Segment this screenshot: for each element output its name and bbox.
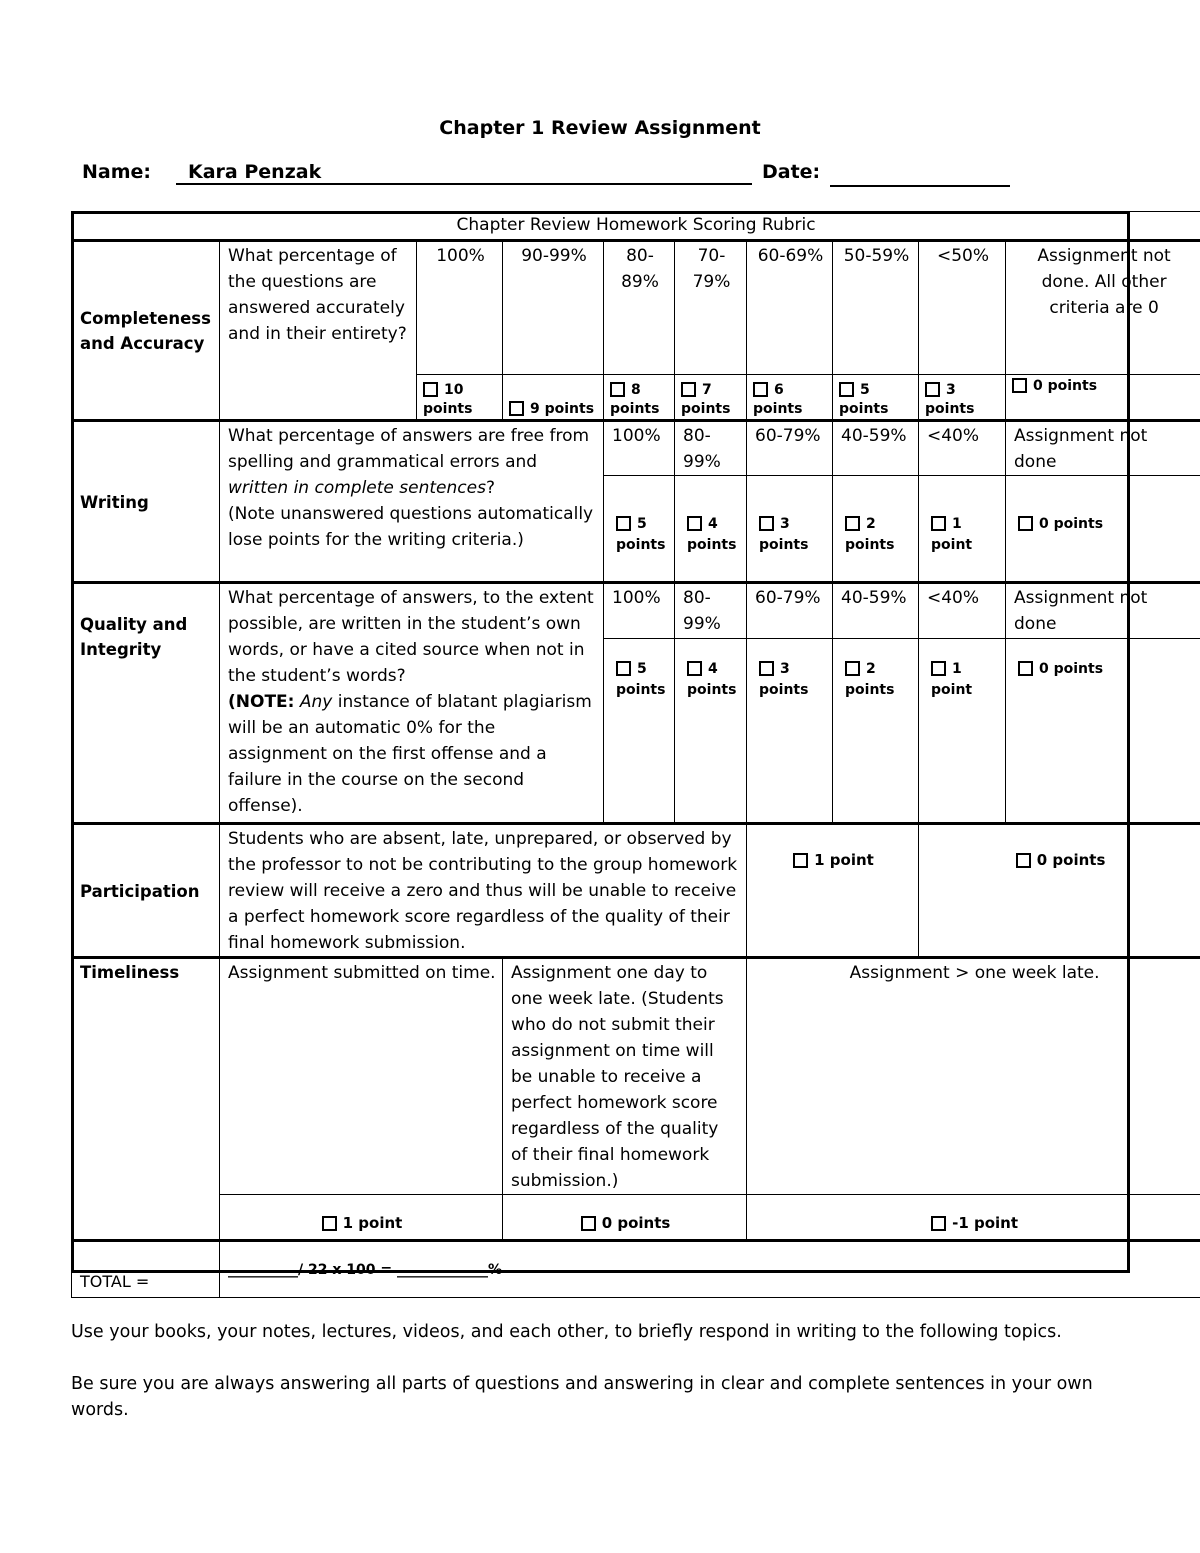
date-field[interactable] bbox=[830, 161, 1010, 187]
timeliness-option-text: Assignment submitted on time. bbox=[220, 958, 503, 1195]
checkbox-icon[interactable] bbox=[845, 661, 860, 676]
range-cell: 100% bbox=[604, 583, 675, 639]
range-cell: 80-99% bbox=[675, 583, 747, 639]
points-option[interactable]: 8 points bbox=[604, 375, 675, 421]
points-option[interactable]: 1 point bbox=[919, 476, 1006, 583]
range-cell: <40% bbox=[919, 421, 1006, 476]
checkbox-icon[interactable] bbox=[322, 1216, 337, 1231]
checkbox-icon[interactable] bbox=[509, 401, 524, 416]
range-cell: 40-59% bbox=[833, 421, 919, 476]
points-option[interactable]: -1 point bbox=[747, 1195, 1200, 1241]
checkbox-icon[interactable] bbox=[687, 516, 702, 531]
points-option[interactable]: 0 points bbox=[1006, 639, 1200, 824]
points-option[interactable]: 0 points bbox=[919, 824, 1200, 958]
name-field[interactable]: Kara Penzak bbox=[176, 161, 752, 185]
range-cell: Assignment not done bbox=[1006, 421, 1200, 476]
checkbox-icon[interactable] bbox=[931, 661, 946, 676]
instruction-text: Be sure you are always answering all parts of questions and answering in clear and complete sentences in your own words. bbox=[71, 1374, 1093, 1420]
points-option[interactable]: 4 points bbox=[675, 476, 747, 583]
name-label: Name: bbox=[82, 161, 152, 183]
points-option[interactable]: 3 points bbox=[747, 639, 833, 824]
checkbox-icon[interactable] bbox=[1016, 853, 1031, 868]
points-option[interactable]: 0 points bbox=[1006, 476, 1200, 583]
range-cell: 70-79% bbox=[675, 241, 747, 375]
checkbox-icon[interactable] bbox=[681, 382, 696, 397]
checkbox-icon[interactable] bbox=[845, 516, 860, 531]
range-cell: 40-59% bbox=[833, 583, 919, 639]
checkbox-icon[interactable] bbox=[610, 382, 625, 397]
checkbox-icon[interactable] bbox=[423, 382, 438, 397]
points-option[interactable]: 3 points bbox=[919, 375, 1006, 421]
range-cell: 100% bbox=[417, 241, 503, 375]
range-cell: 100% bbox=[604, 421, 675, 476]
checkbox-icon[interactable] bbox=[931, 516, 946, 531]
points-option[interactable]: 2 points bbox=[833, 476, 919, 583]
checkbox-icon[interactable] bbox=[793, 853, 808, 868]
participation-category: Participation bbox=[72, 824, 220, 958]
checkbox-icon[interactable] bbox=[1018, 661, 1033, 676]
checkbox-icon[interactable] bbox=[1018, 516, 1033, 531]
checkbox-icon[interactable] bbox=[839, 382, 854, 397]
range-cell: 80-89% bbox=[604, 241, 675, 375]
points-option[interactable]: 2 points bbox=[833, 639, 919, 824]
points-option[interactable]: 6 points bbox=[747, 375, 833, 421]
range-cell: 50-59% bbox=[833, 241, 919, 375]
page-title: Chapter 1 Review Assignment bbox=[439, 117, 761, 139]
writing-question: What percentage of answers are free from spelling and grammatical errors and written in complete sentences? (Note unanswered questions automatically lose points for the writing criteria.) bbox=[220, 421, 604, 583]
checkbox-icon[interactable] bbox=[759, 661, 774, 676]
range-cell: Assignment not done bbox=[1006, 583, 1200, 639]
completeness-category: Completeness and Accuracy bbox=[72, 241, 220, 421]
quality-category: Quality and Integrity bbox=[72, 583, 220, 824]
points-option[interactable]: 3 points bbox=[747, 476, 833, 583]
points-option[interactable]: 5 points bbox=[833, 375, 919, 421]
date-label: Date: bbox=[762, 161, 821, 183]
checkbox-icon[interactable] bbox=[759, 516, 774, 531]
timeliness-category: Timeliness bbox=[72, 958, 220, 1241]
participation-text: Students who are absent, late, unprepared, or observed by the professor to not be contributing to the group homework review will receive a zero and thus will be unable to receive a perfect homework score regardless of the quality of their final homework submission. bbox=[220, 824, 747, 958]
points-option[interactable]: 0 points bbox=[503, 1195, 747, 1241]
range-cell: <40% bbox=[919, 583, 1006, 639]
checkbox-icon[interactable] bbox=[1012, 378, 1027, 393]
checkbox-icon[interactable] bbox=[687, 661, 702, 676]
total-label: TOTAL = bbox=[72, 1241, 220, 1298]
range-cell: 80-99% bbox=[675, 421, 747, 476]
range-cell: 90-99% bbox=[503, 241, 604, 375]
points-option[interactable]: 9 points bbox=[503, 375, 604, 421]
timeliness-option-text: Assignment one day to one week late. (Students who do not submit their assignment on time will be unable to receive a perfect homework score regardless of the quality of their final homework submission.) bbox=[503, 958, 747, 1195]
points-option[interactable]: 5 points bbox=[604, 639, 675, 824]
points-option[interactable]: 10 points bbox=[417, 375, 503, 421]
checkbox-icon[interactable] bbox=[616, 661, 631, 676]
checkbox-icon[interactable] bbox=[925, 382, 940, 397]
range-cell: 60-69% bbox=[747, 241, 833, 375]
points-option[interactable]: 7 points bbox=[675, 375, 747, 421]
range-cell: 60-79% bbox=[747, 583, 833, 639]
points-option[interactable]: 1 point bbox=[220, 1195, 503, 1241]
points-option[interactable]: 1 point bbox=[747, 824, 919, 958]
points-option[interactable]: 1 point bbox=[919, 639, 1006, 824]
points-option[interactable]: 0 points bbox=[1006, 375, 1200, 421]
range-cell: Assignment not done. All other criteria are 0 bbox=[1006, 241, 1200, 375]
checkbox-icon[interactable] bbox=[753, 382, 768, 397]
points-option[interactable]: 4 points bbox=[675, 639, 747, 824]
scoring-rubric-table bbox=[71, 211, 1200, 1298]
total-formula[interactable]: __________/ 22 x 100 = _____________% bbox=[220, 1241, 1200, 1298]
timeliness-option-text: Assignment > one week late. bbox=[747, 958, 1200, 1195]
checkbox-icon[interactable] bbox=[931, 1216, 946, 1231]
instruction-text: Use your books, your notes, lectures, videos, and each other, to briefly respond in writing to the following topics. bbox=[71, 1322, 1062, 1342]
range-cell: 60-79% bbox=[747, 421, 833, 476]
quality-question: What percentage of answers, to the extent possible, are written in the student’s own words, or have a cited source when not in the student’s words? (NOTE: Any instance of blatant plagiarism will be an automatic 0% for the assignment on the first offense and a failure in the course on the second offense). bbox=[220, 583, 604, 824]
range-cell: <50% bbox=[919, 241, 1006, 375]
checkbox-icon[interactable] bbox=[581, 1216, 596, 1231]
writing-category: Writing bbox=[72, 421, 220, 583]
completeness-question: What percentage of the questions are answered accurately and in their entirety? bbox=[220, 241, 417, 421]
rubric-title: Chapter Review Homework Scoring Rubric bbox=[72, 212, 1200, 241]
points-option[interactable]: 5 points bbox=[604, 476, 675, 583]
checkbox-icon[interactable] bbox=[616, 516, 631, 531]
